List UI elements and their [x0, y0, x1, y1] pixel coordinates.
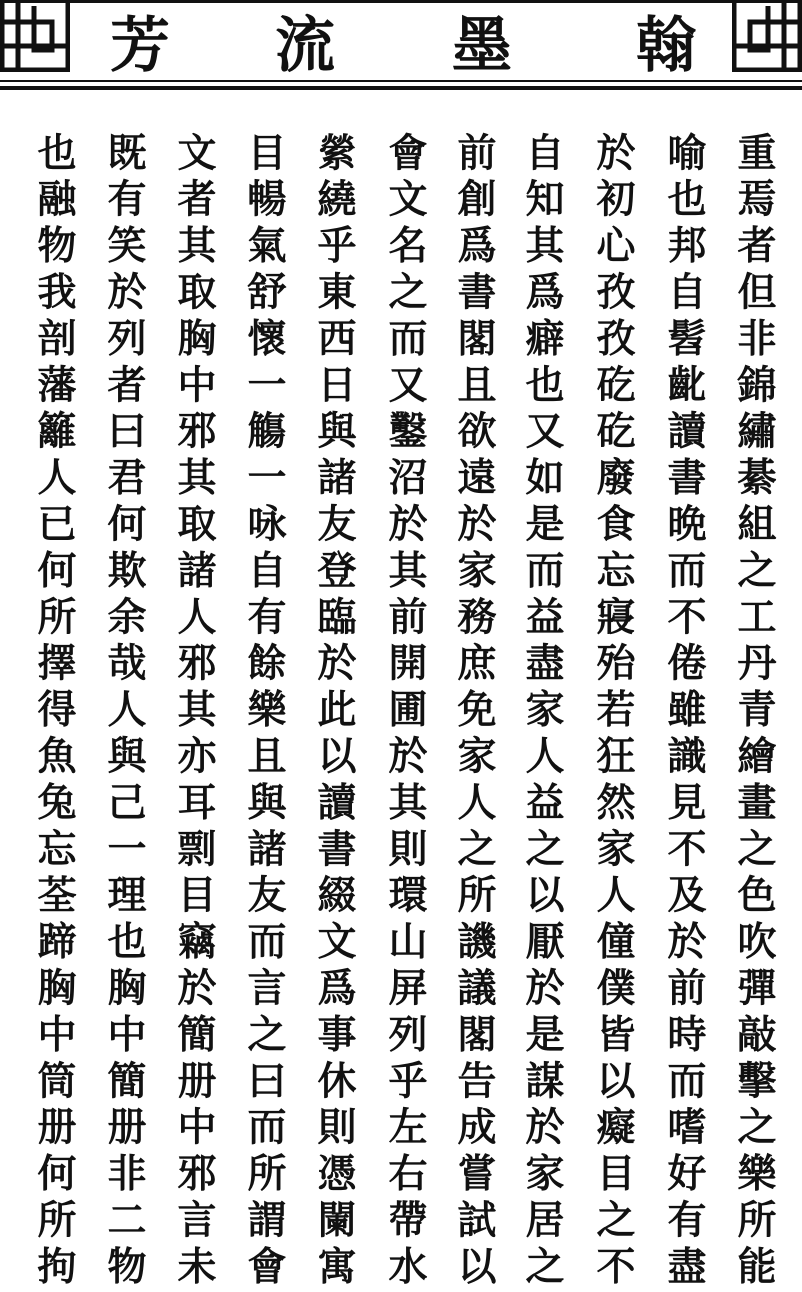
right-fret-ornament-icon: [732, 0, 802, 72]
text-column-4: 自知其爲癖也又如是而益盡家人益之以厭於是謀於家居之: [519, 132, 565, 1292]
text-column-5: 前創爲書閣且欲遠於家務庶免家人之所譏議閣告成嘗試以: [451, 132, 497, 1292]
text-column-6: 會文名之而又鑿沼於其前開圃於其則環山屏列乎左右帶水: [382, 132, 428, 1292]
banner-bottom-border: [0, 86, 802, 90]
title-char-2: 流: [275, 11, 335, 81]
text-column-3: 於初心孜孜矻矻廢食忘寢殆若狂然家人僮僕皆以癡目之不: [590, 132, 636, 1292]
text-column-10: 既有笑於列者曰君何欺余哉人與己一理也胸中簡册非二物: [101, 132, 147, 1292]
title-char-4: 翰: [636, 11, 696, 81]
text-column-11: 也融物我剖藩籬人已何所擇得魚兔忘荃蹄胸中筒册何所拘: [31, 132, 77, 1292]
title-char-1: 芳: [110, 11, 170, 81]
text-column-9: 文者其取胸中邪其取諸人邪其亦耳剽目竊於簡册中邪言未: [171, 132, 217, 1292]
left-fret-ornament-icon: [0, 0, 70, 72]
title-char-3: 墨: [452, 11, 512, 81]
title-banner: [0, 0, 802, 92]
text-column-8: 目暢氣舒懷一觴一咏自有餘樂且與諸友而言之曰而所謂會: [241, 132, 287, 1292]
banner-top-border: [0, 0, 802, 3]
text-column-1: 重焉者但非錦繡綦組之工丹青繪畫之色吹彈敲擊之樂所能: [731, 132, 777, 1292]
text-column-2: 喻也邦自髫齔讀書晩而不倦雖識見不及於前時而嗜好有盡: [661, 132, 707, 1292]
text-column-7: 縈繞乎東西日與諸友登臨於此以讀書綴文爲事休則憑闌寓: [311, 132, 357, 1292]
